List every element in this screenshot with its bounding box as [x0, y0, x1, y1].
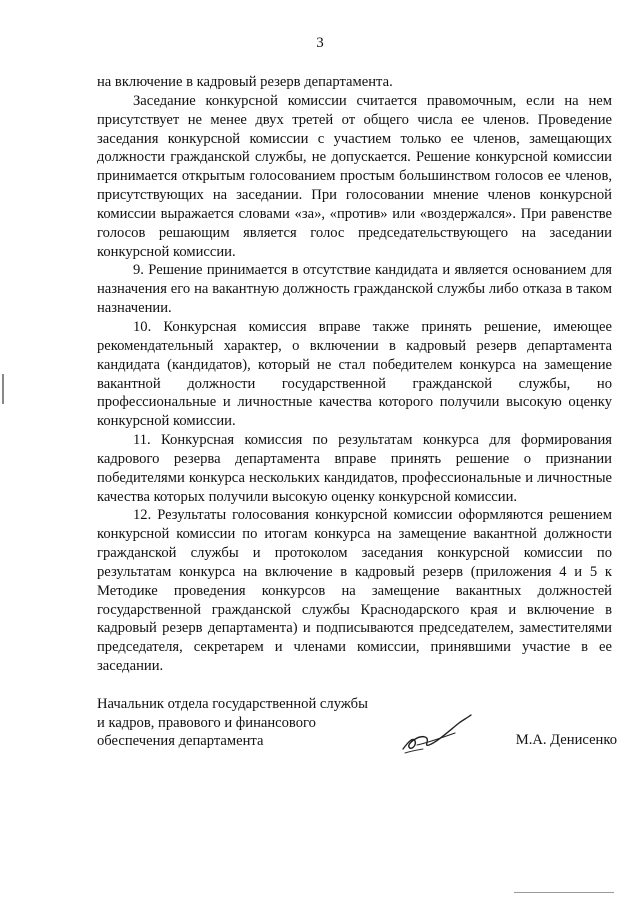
signature-block [97, 695, 617, 765]
signatory-title-line: Начальник отдела государственной службы [97, 696, 368, 712]
page-number: 3 [316, 35, 324, 51]
paragraph-item-10: 10. Конкурсная комиссия вправе также принять решение, имеющее рекомендательный характер, о включении в кадровый резерв департамента кандидата (кандидатов), который не стал победителем конкурса на замещение вакантной должности государственной гражданской службы, но профессиональные и личностные качества которого получили высокую оценку конкурсной комиссии. [97, 318, 612, 430]
scan-bottom-line [514, 892, 614, 893]
signatory-title [97, 695, 397, 751]
handwritten-signature-icon [397, 711, 477, 757]
signatory-title-line: и кадров, правового и финансового [97, 714, 316, 731]
paragraph-quorum: Заседание конкурсной комиссии считается правомочным, если на нем присутствует не менее двух третей от общего числа ее членов. Проведение заседания конкурсной комиссии с участием только ее членов, замещающих должности гражданской службы, не допускается. Решение конкурсной комиссии принимается открытым голосованием простым большинством голосов ее членов, присутствующих на заседании. При голосовании мнение членов конкурсной комиссии выражается словами «за», «против» или «воздержался». При равенстве голосов решающим является голос председательствующего на заседании конкурсной комиссии. [97, 92, 612, 260]
paragraph-item-11: 11. Конкурсная комиссия по результатам конкурса для формирования кадрового резерва департамента вправе принять решение о признании победителями конкурса нескольких кандидатов, профессиональные и личностные качества которых получили высокую оценку конкурсной комиссии. [97, 432, 612, 505]
signatory-title-line: обеспечения департамента [97, 733, 264, 749]
scan-edge-mark [2, 374, 4, 404]
paragraph-item-12: 12. Результаты голосования конкурсной комиссии оформляются решением конкурсной комиссии по итогам конкурса на замещение вакантной должности гражданской службы и протоколом заседания конкурсной комиссии по результатам конкурса на включение в кадровый резерв (приложения 4 и 5 к Методике проведения конкурсов на замещение вакантных должностей государственной гражданской службы Краснодарского края и включение в кадровый резерв департамента) и подписываются председателем, заместителями председателя, секретарем и членами комиссии, принявшими участие в ее заседании. [97, 507, 612, 675]
paragraph-continuation: на включение в кадровый резерв департамента. [97, 74, 393, 90]
paragraph-item-9: 9. Решение принимается в отсутствие кандидата и является основанием для назначения его на вакантную должность гражданской службы либо отказа в таком назначении. [97, 262, 612, 317]
signatory-name: М.А. Денисенко [515, 732, 617, 748]
document-body [97, 73, 612, 676]
